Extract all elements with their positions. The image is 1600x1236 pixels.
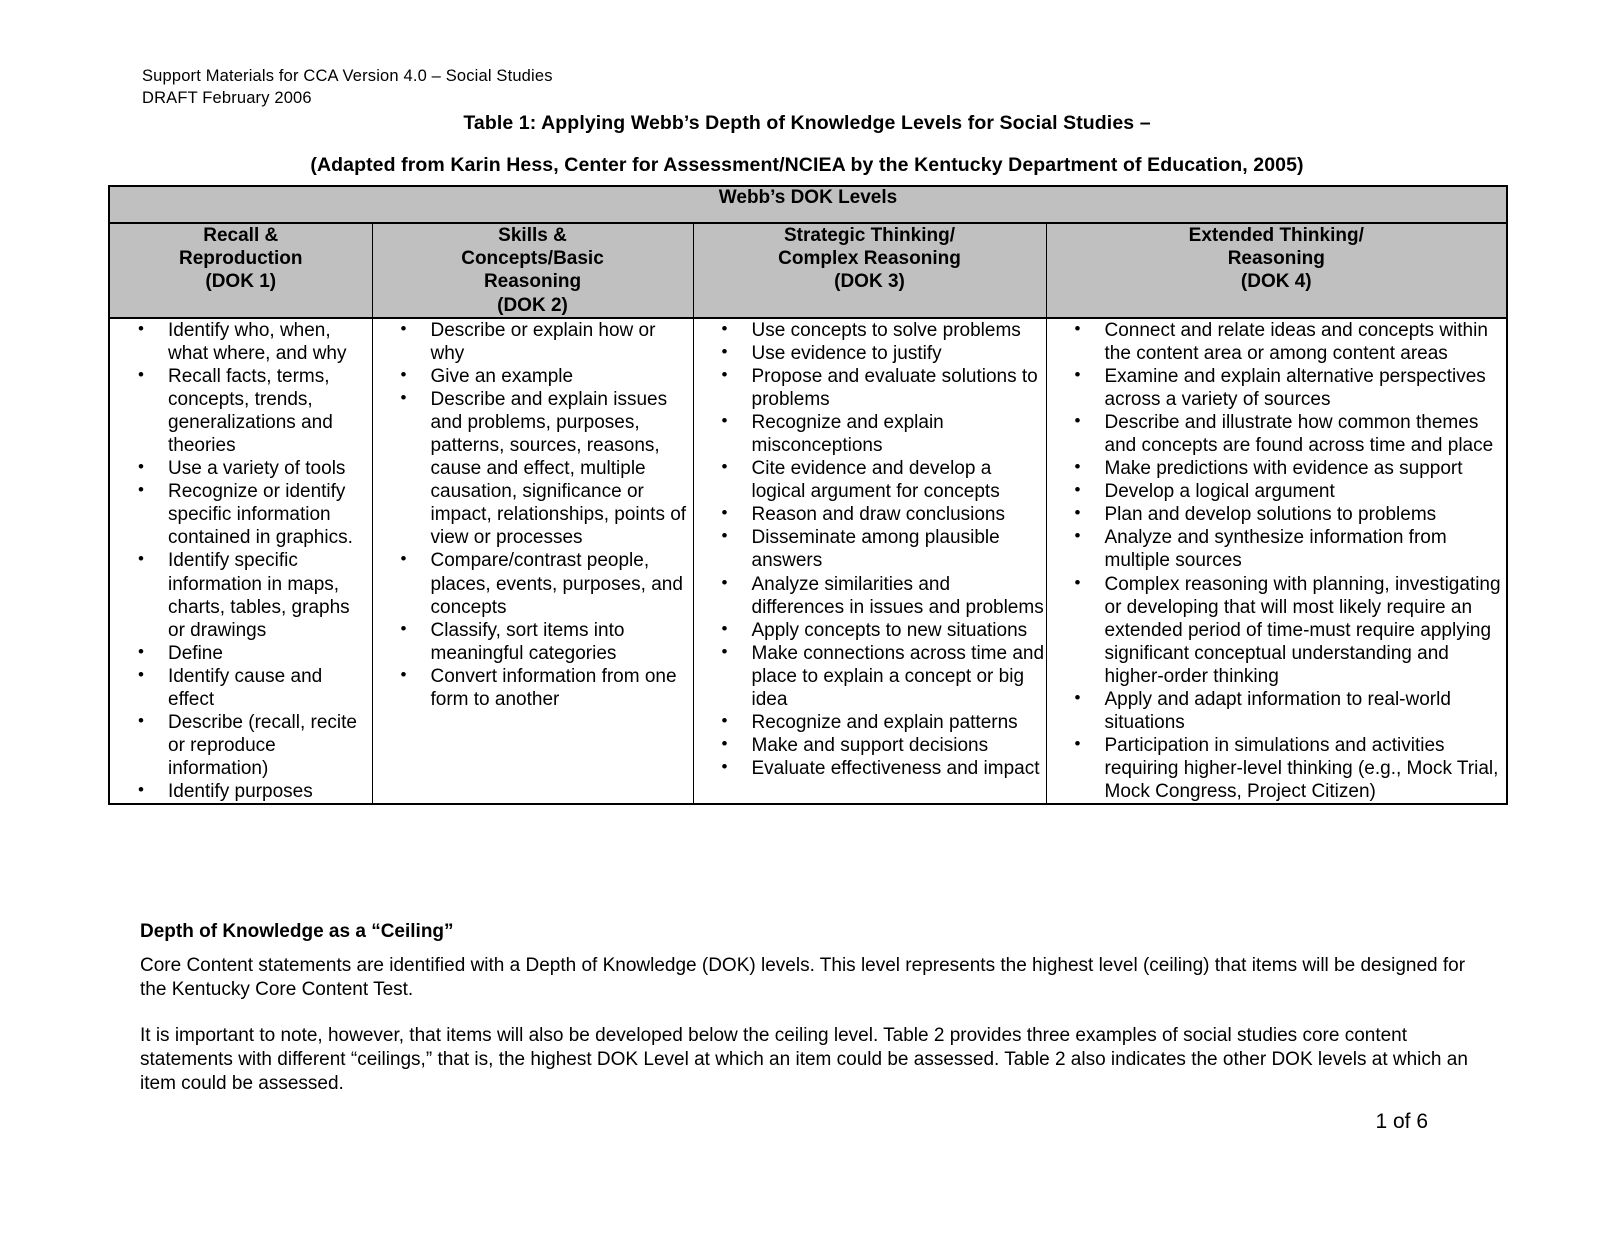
list-item: • Apply and adapt information to real-world situations bbox=[1047, 688, 1507, 734]
column-header-dok-2-line-2: Concepts/Basic bbox=[461, 248, 604, 270]
page-number: 1 of 6 bbox=[1375, 1110, 1428, 1133]
column-header-dok-2-line-4: (DOK 2) bbox=[497, 294, 568, 316]
ceiling-section-heading: Depth of Knowledge as a “Ceiling” bbox=[140, 921, 454, 942]
list-item: • Make and support decisions bbox=[694, 734, 1046, 757]
dok-2-list bbox=[373, 319, 693, 711]
list-item: • Recall facts, terms, concepts, trends, generalizations and theories bbox=[110, 365, 372, 457]
ceiling-paragraph-2: It is important to note, however, that items will also be developed below the ceiling level. Table 2 provides three examples of social studies core content statements with different “ceilings,” that is, the highest DOK Level at which an item could be assessed. Table 2 also indicates the other DOK levels at which an item could be assessed. bbox=[140, 1025, 1468, 1095]
title-block bbox=[108, 112, 1506, 177]
list-item: • Propose and evaluate solutions to problems bbox=[694, 365, 1046, 411]
column-header-dok-4-line-2: Reasoning bbox=[1227, 248, 1325, 270]
list-item: • Compare/contrast people, places, events, purposes, and concepts bbox=[373, 549, 693, 618]
list-item: • Use a variety of tools bbox=[110, 457, 372, 480]
page-subtitle: (Adapted from Karin Hess, Center for Assessment/NCIEA by the Kentucky Department of Education, 2005) bbox=[310, 154, 1304, 176]
running-header-line-2: DRAFT February 2006 bbox=[142, 88, 312, 107]
list-item: • Identify who, when, what where, and why bbox=[110, 319, 372, 365]
list-item: • Examine and explain alternative perspectives across a variety of sources bbox=[1047, 365, 1507, 411]
list-item: • Recognize and explain misconceptions bbox=[694, 411, 1046, 457]
list-item: • Apply concepts to new situations bbox=[694, 619, 1046, 642]
list-item: • Describe (recall, recite or reproduce information) bbox=[110, 711, 372, 780]
list-item: • Define bbox=[110, 642, 372, 665]
column-header-dok-2 bbox=[372, 223, 693, 318]
table-banner-cell: Webb’s DOK Levels bbox=[109, 186, 1507, 223]
ceiling-paragraph-1: Core Content statements are identified with a Depth of Knowledge (DOK) levels. This level represents the highest level (ceiling) that items will be designed for the Kentucky Core Content Test. bbox=[140, 954, 1466, 1000]
list-item: • Develop a logical argument bbox=[1047, 480, 1507, 503]
table-banner-row bbox=[109, 186, 1507, 223]
list-item: • Classify, sort items into meaningful categories bbox=[373, 619, 693, 665]
column-header-dok-3-line-2: Complex Reasoning bbox=[778, 248, 961, 270]
column-body-dok-2 bbox=[372, 318, 693, 805]
list-item: • Describe or explain how or why bbox=[373, 319, 693, 365]
list-item: • Describe and illustrate how common themes and concepts are found across time and place bbox=[1047, 411, 1507, 457]
list-item: • Make predictions with evidence as support bbox=[1047, 457, 1507, 480]
column-header-dok-3-line-1: Strategic Thinking/ bbox=[783, 225, 956, 246]
running-header bbox=[142, 66, 553, 110]
running-header-line-1: Support Materials for CCA Version 4.0 – Social Studies bbox=[142, 67, 553, 85]
table-body-row bbox=[109, 318, 1507, 805]
list-item: • Disseminate among plausible answers bbox=[694, 526, 1046, 572]
column-header-dok-3-line-3: (DOK 3) bbox=[834, 271, 905, 293]
dok-1-list bbox=[110, 319, 372, 804]
list-item: • Analyze similarities and differences in issues and problems bbox=[694, 573, 1046, 619]
list-item: • Make connections across time and place to explain a concept or big idea bbox=[694, 642, 1046, 711]
list-item: • Evaluate effectiveness and impact bbox=[694, 757, 1046, 780]
column-body-dok-4 bbox=[1046, 318, 1507, 805]
dok-3-list bbox=[694, 319, 1046, 781]
dok-4-list bbox=[1047, 319, 1507, 804]
list-item: • Recognize or identify specific information contained in graphics. bbox=[110, 480, 372, 549]
list-item: • Give an example bbox=[373, 365, 693, 388]
list-item: • Recognize and explain patterns bbox=[694, 711, 1046, 734]
ceiling-section bbox=[140, 920, 1470, 1096]
list-item: • Plan and develop solutions to problems bbox=[1047, 503, 1507, 526]
column-header-dok-3 bbox=[693, 223, 1046, 318]
column-header-dok-1 bbox=[109, 223, 372, 318]
list-item: • Use concepts to solve problems bbox=[694, 319, 1046, 342]
list-item: • Identify cause and effect bbox=[110, 665, 372, 711]
column-header-dok-1-line-2: Reproduction bbox=[179, 248, 303, 270]
column-header-dok-4-line-1: Extended Thinking/ bbox=[1188, 225, 1364, 246]
list-item: • Cite evidence and develop a logical argument for concepts bbox=[694, 457, 1046, 503]
table-header-row bbox=[109, 223, 1507, 318]
column-body-dok-1 bbox=[109, 318, 372, 805]
column-header-dok-1-line-3: (DOK 1) bbox=[205, 271, 277, 293]
list-item: • Describe and explain issues and problems, purposes, patterns, sources, reasons, cause and effect, multiple causation, significance or impact, relationships, points of view or processes bbox=[373, 388, 693, 550]
column-header-dok-2-line-3: Reasoning bbox=[483, 271, 582, 293]
list-item: • Identify purposes bbox=[110, 780, 372, 803]
page-title: Table 1: Applying Webb’s Depth of Knowledge Levels for Social Studies – bbox=[463, 112, 1151, 134]
list-item: • Identify specific information in maps, charts, tables, graphs or drawings bbox=[110, 549, 372, 641]
list-item: • Analyze and synthesize information from multiple sources bbox=[1047, 526, 1507, 572]
list-item: • Complex reasoning with planning, investigating or developing that will most likely require an extended period of time-must require applying significant conceptual understanding and higher-order thinking bbox=[1047, 573, 1507, 688]
column-header-dok-1-line-1: Recall & bbox=[203, 225, 279, 246]
column-header-dok-2-line-1: Skills & bbox=[498, 225, 567, 246]
list-item: • Connect and relate ideas and concepts within the content area or among content areas bbox=[1047, 319, 1507, 365]
webbs-dok-levels-table bbox=[108, 185, 1508, 805]
column-header-dok-4-line-3: (DOK 4) bbox=[1240, 271, 1312, 293]
list-item: • Convert information from one form to another bbox=[373, 665, 693, 711]
column-body-dok-3 bbox=[693, 318, 1046, 805]
list-item: • Reason and draw conclusions bbox=[694, 503, 1046, 526]
list-item: • Use evidence to justify bbox=[694, 342, 1046, 365]
column-header-dok-4 bbox=[1046, 223, 1507, 318]
list-item: • Participation in simulations and activities requiring higher-level thinking (e.g., Mock Trial, Mock Congress, Project Citizen) bbox=[1047, 734, 1507, 803]
